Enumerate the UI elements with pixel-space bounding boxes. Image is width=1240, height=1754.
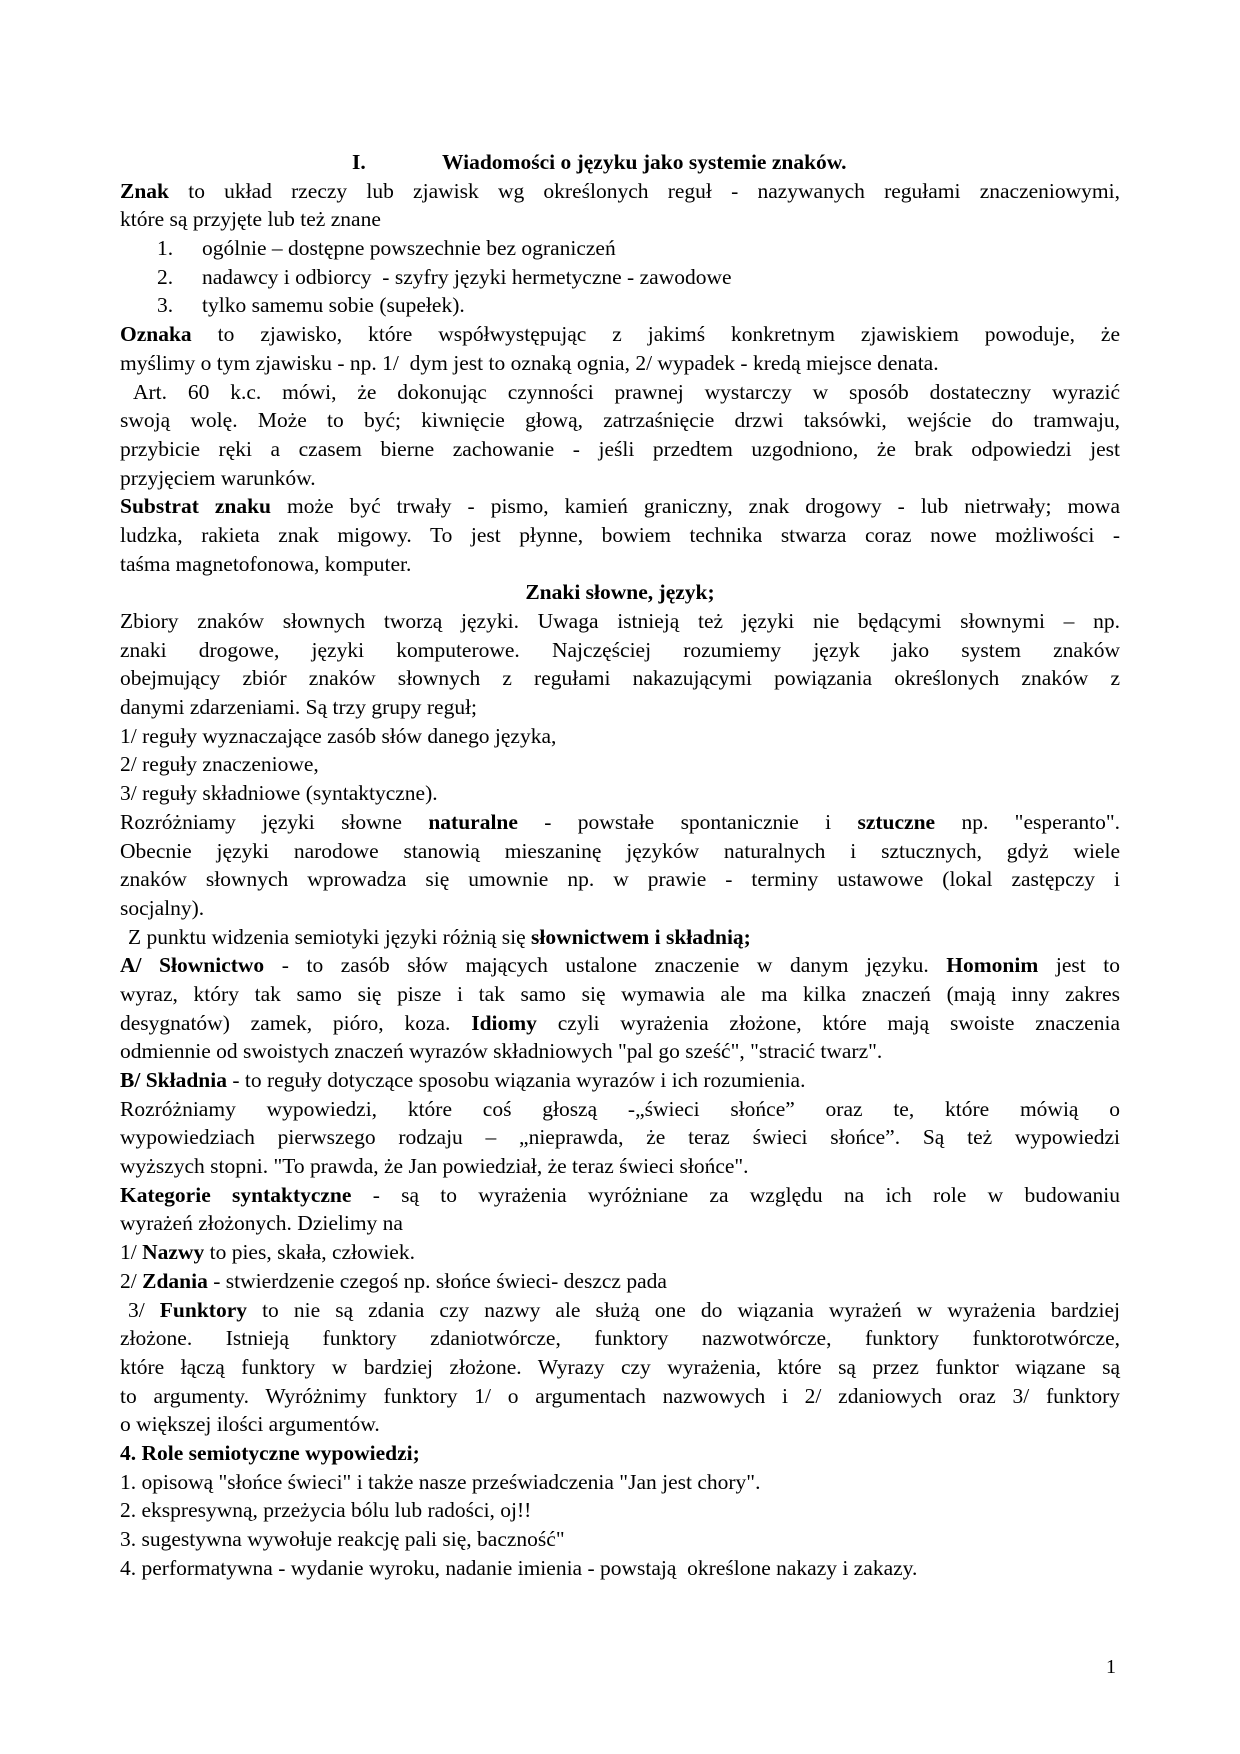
term-bold: naturalne [428,809,518,834]
section-number: I. [352,150,366,174]
rule-item: 1/ reguły wyznaczające zasób słów danego języka, [120,723,557,748]
paragraph-line: myślimy o tym zjawisku - np. 1/ dym jest to oznaką ognia, 2/ wypadek - kredą miejsce denata. [120,350,939,375]
subheading [120,1439,1120,1468]
page-number: 1 [1106,1656,1116,1678]
paragraph-line: ludzka, rakieta znak migowy. To jest płynne, bowiem technika stwarza coraz nowe możliwości - [120,522,1120,547]
paragraph-line: to argumenty. Wyróżnimy funktory 1/ o argumentach nazwowych i 2/ zdaniowych oraz 3/ funktory [120,1383,1120,1408]
list-number: 3. [157,293,174,318]
list-item [120,234,1120,263]
text-span: 3/ [128,1297,160,1322]
term-bold: Funktory [159,1297,248,1322]
paragraph-line [120,320,1120,349]
text-span: to pies, skała, człowiek. [204,1240,415,1265]
paragraph-line: złożone. Istnieją funktory zdaniotwórcze, funktory nazwotwórcze, funktory funktorotwórcze, [120,1326,1120,1351]
text-span: 2/ [120,1268,143,1293]
list-text: tylko samemu sobie (supełek). [202,293,465,318]
category-item [120,1238,1120,1267]
text-span: - stwierdzenie czegoś np. słońce świeci- deszcz pada [207,1268,667,1293]
paragraph-line [120,177,1120,206]
list-text: nadawcy i odbiorcy - szyfry języki hermetyczne - zawodowe [202,264,732,289]
paragraph-line: obejmujący zbiór znaków słownych z regułami nakazującymi powiązania określonych znaków z [120,666,1120,691]
text-span: to zjawisko, które współwystępując z jakimś konkretnym zjawiskiem powoduje, że [191,322,1120,347]
text-span: może być trwały - pismo, kamień graniczny, znak drogowy - lub nietrwały; mowa [271,494,1120,519]
text-span: Rozróżniamy języki słowne [120,809,429,834]
section-title-text: Wiadomości o języku jako systemie znaków. [442,150,847,174]
list-number: 2. [157,264,174,289]
paragraph-line: znaki drogowe, języki komputerowe. Najczęściej rozumiemy język jako system znaków [120,637,1120,662]
paragraph-line: danymi zdarzeniami. Są trzy grupy reguł; [120,695,478,720]
term-bold: Kategorie syntaktyczne [120,1182,352,1207]
category-item [120,1267,1120,1296]
list-item [120,263,1120,292]
term-bold: Substrat znaku [120,494,272,519]
paragraph-line [120,1181,1120,1210]
paragraph-line: socjalny). [120,895,205,920]
term-bold: sztuczne [857,809,936,834]
category-item [120,1296,1120,1325]
text-span: to układ rzeczy lub zjawisk wg określonych reguł - nazywanych regułami znaczeniowymi, [169,178,1120,203]
paragraph-line: taśma magnetofonowa, komputer. [120,551,412,576]
subheading-text: 4. Role semiotyczne wypowiedzi; [120,1440,420,1465]
text-span: - to zasób słów mających ustalone znaczenie w danym języku. [264,953,947,978]
paragraph-line: swoją wolę. Może to być; kiwnięcie głową, zatrzaśnięcie drzwi taksówki, wejście do tramwaju, [120,408,1120,433]
paragraph-line [120,492,1120,521]
text-span: Z punktu widzenia semiotyki języki różnią się [128,924,532,949]
rule-item: 3/ reguły składniowe (syntaktyczne). [120,781,438,806]
section-title [120,148,1120,177]
paragraph-line: które są przyjęte lub też znane [120,207,381,232]
document-body [120,148,1120,1582]
paragraph-line [120,951,1120,980]
text-span: desygnatów) zamek, pióro, koza. [120,1010,472,1035]
paragraph-line: przybicie ręki a czasem bierne zachowanie - jeśli przedtem uzgodniono, że brak odpowiedzi jest [120,436,1120,461]
text-span: 1/ [120,1240,143,1265]
text-span: - to reguły dotyczące sposobu wiązania wyrazów i ich rozumienia. [226,1068,806,1092]
term-bold: słownictwem i składnią; [531,924,751,949]
paragraph-line: odmiennie od swoistych znaczeń wyrazów składniowych "pal go sześć", "stracić twarz". [120,1039,883,1064]
text-span: to nie są zdania czy nazwy ale służą one do wiązania wyrażeń w wyrażenia bardziej [247,1297,1120,1322]
term-bold: Zdania [142,1268,208,1293]
term-bold: Oznaka [120,322,192,347]
paragraph-line: wyraz, który tak samo się pisze i tak samo się wymawia ale ma kilka znaczeń (mają inny zakres [120,981,1120,1006]
paragraph-line: o większej ilości argumentów. [120,1412,380,1437]
list-text: ogólnie – dostępne powszechnie bez ograniczeń [202,236,616,261]
term-bold: Znak [120,178,170,203]
role-item: 2. ekspresywną, przeżycia bólu lub radości, oj!! [120,1498,532,1523]
role-item: 4. performatywna - wydanie wyroku, nadanie imienia - powstają określone nakazy i zakazy. [120,1555,918,1580]
paragraph-line: wyrażeń złożonych. Dzielimy na [120,1211,403,1236]
term-bold: Idiomy [471,1010,537,1035]
text-span: np. "esperanto". [935,809,1120,834]
paragraph-line [120,1009,1120,1038]
paragraph-line: Zbiory znaków słownych tworzą języki. Uwaga istnieją też języki nie będącymi słownymi – np. [120,609,1120,633]
term-bold: Homonim [946,953,1039,978]
paragraph-line: Art. 60 k.c. mówi, że dokonując czynności prawnej wystarczy w sposób dostateczny wyrazić [133,379,1120,404]
text-span: - są to wyrażenia wyróżniane za względu na ich role w budowaniu [351,1182,1120,1207]
rule-item: 2/ reguły znaczeniowe, [120,752,319,777]
paragraph-line: Rozróżniamy wypowiedzi, które coś głoszą -„świeci słońce” oraz te, które mówią o [120,1096,1120,1121]
paragraph-line: wypowiedziach pierwszego rodzaju – „nieprawda, że teraz świeci słońce”. Są też wypowiedzi [120,1125,1120,1150]
term-bold: B/ Składnia [120,1068,227,1092]
paragraph-line: Obecnie języki narodowe stanowią mieszaninę języków naturalnych i sztucznych, gdyż wiele [120,838,1120,863]
paragraph-line: które łączą funktory w bardziej złożone. Wyrazy czy wyrażenia, które są przez funktor wiązane są [120,1354,1120,1379]
text-span: czyli wyrażenia złożone, które mają swoiste znaczenia [536,1010,1120,1035]
text-span: - powstałe spontanicznie i [517,809,858,834]
paragraph-line [120,923,1120,952]
role-item: 3. sugestywna wywołuje reakcję pali się, baczność" [120,1527,565,1551]
subheading: Znaki słowne, język; [525,580,715,605]
list-number: 1. [157,236,174,261]
term-bold: A/ Słownictwo [120,953,265,978]
list-item [120,291,1120,320]
paragraph-line: znaków słownych wprowadza się umownie np. w prawie - terminy ustawowe (lokal zastępczy i [120,867,1120,892]
paragraph-line [120,1066,1120,1095]
paragraph-line: wyższych stopni. "To prawda, że Jan powiedział, że teraz świeci słońce". [120,1154,749,1179]
paragraph-line [120,808,1120,837]
text-span: jest to [1038,953,1120,978]
term-bold: Nazwy [142,1240,205,1265]
role-item: 1. opisową "słońce świeci" i także nasze przeświadczenia "Jan jest chory". [120,1469,761,1494]
paragraph-line: przyjęciem warunków. [120,465,316,490]
